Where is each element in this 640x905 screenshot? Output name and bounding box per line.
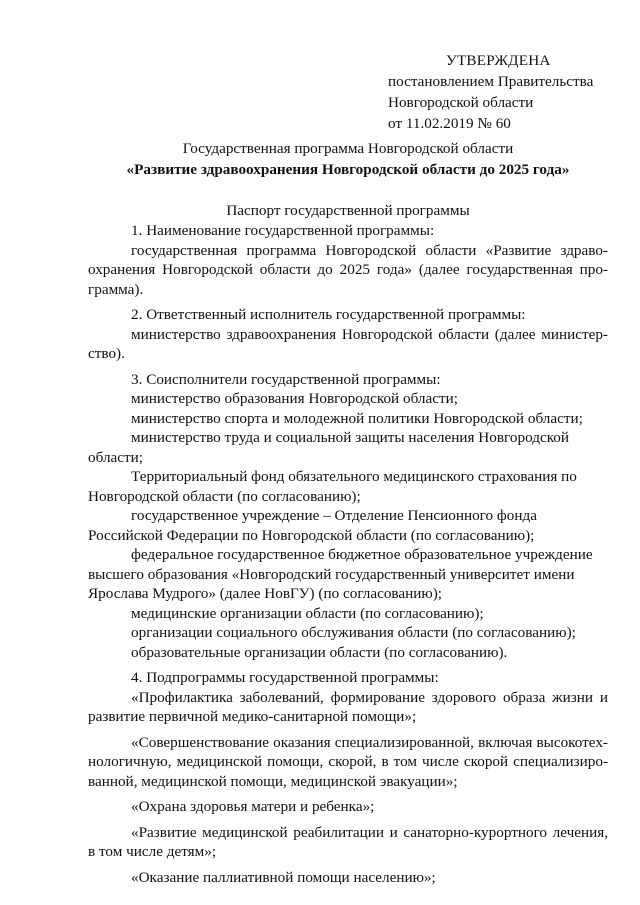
list-item: «Совершенствование оказания специализированной, включая высокотех-нологичную, медицинской помощи, скорой, в том числе скорой специализиро-ванной, медицинской помощи, медицинской эвакуации»; bbox=[88, 733, 608, 790]
passport-content bbox=[88, 221, 608, 893]
approval-block bbox=[388, 50, 628, 134]
list-item: образовательные организации области (по согласованию). bbox=[131, 643, 508, 661]
list-item: «Развитие медицинской реабилитации и санаторно-курортного лечения, в том числе детям»; bbox=[88, 823, 608, 860]
program-header bbox=[88, 138, 608, 180]
approval-title: УТВЕРЖДЕНА bbox=[446, 52, 551, 69]
approval-line-3: от 11.02.2019 № 60 bbox=[388, 115, 511, 132]
section-3-heading: 3. Соисполнители государственной программы: bbox=[131, 370, 441, 388]
section-2-text: министерство здравоохранения Новгородской области (далее министер-ство). bbox=[88, 325, 608, 362]
approval-line-1: постановлением Правительства bbox=[388, 73, 594, 90]
list-item: министерство труда и социальной защиты населения Новгородской области; bbox=[88, 429, 570, 466]
list-item: «Оказание паллиативной помощи населению»; bbox=[131, 868, 436, 886]
section-1-heading: 1. Наименование государственной программы: bbox=[131, 222, 435, 239]
passport-title: Паспорт государственной программы bbox=[226, 202, 470, 219]
approval-line-2: Новгородской области bbox=[388, 94, 534, 111]
list-item: организации социального обслуживания области (по согласованию); bbox=[131, 624, 576, 641]
list-item: министерство образования Новгородской области; bbox=[131, 390, 458, 407]
list-item: медицинские организации области (по согласованию); bbox=[131, 604, 484, 622]
section-2-heading: 2. Ответственный исполнитель государственной программы: bbox=[131, 306, 526, 323]
list-item: государственное учреждение – Отделение Пенсионного фонда Российской Федерации по Новгородской области (по согласованию); bbox=[88, 507, 537, 544]
list-item: федеральное государственное бюджетное образовательное учреждение высшего образования «Новгородский государственный университет имени Ярослава Мудрого» (далее НовГУ) (по согласованию); bbox=[88, 546, 593, 602]
list-item: «Профилактика заболеваний, формирование здорового образа жизни и развитие первичной медико-санитарной помощи»; bbox=[88, 688, 608, 725]
list-item: «Охрана здоровья матери и ребенка»; bbox=[131, 798, 375, 815]
program-title: «Развитие здравоохранения Новгородской области до 2025 года» bbox=[126, 161, 570, 178]
section-1-text: государственная программа Новгородской области «Развитие здраво-охранения Новгородской области до 2025 года» (далее государственная про-грамма). bbox=[88, 241, 608, 298]
program-type: Государственная программа Новгородской области bbox=[182, 140, 514, 157]
section-4-heading: 4. Подпрограммы государственной программы: bbox=[131, 669, 439, 686]
list-item: Территориальный фонд обязательного медицинского страхования по Новгородской области (по согласованию); bbox=[88, 468, 577, 505]
list-item: министерство спорта и молодежной политики Новгородской области; bbox=[131, 409, 583, 427]
